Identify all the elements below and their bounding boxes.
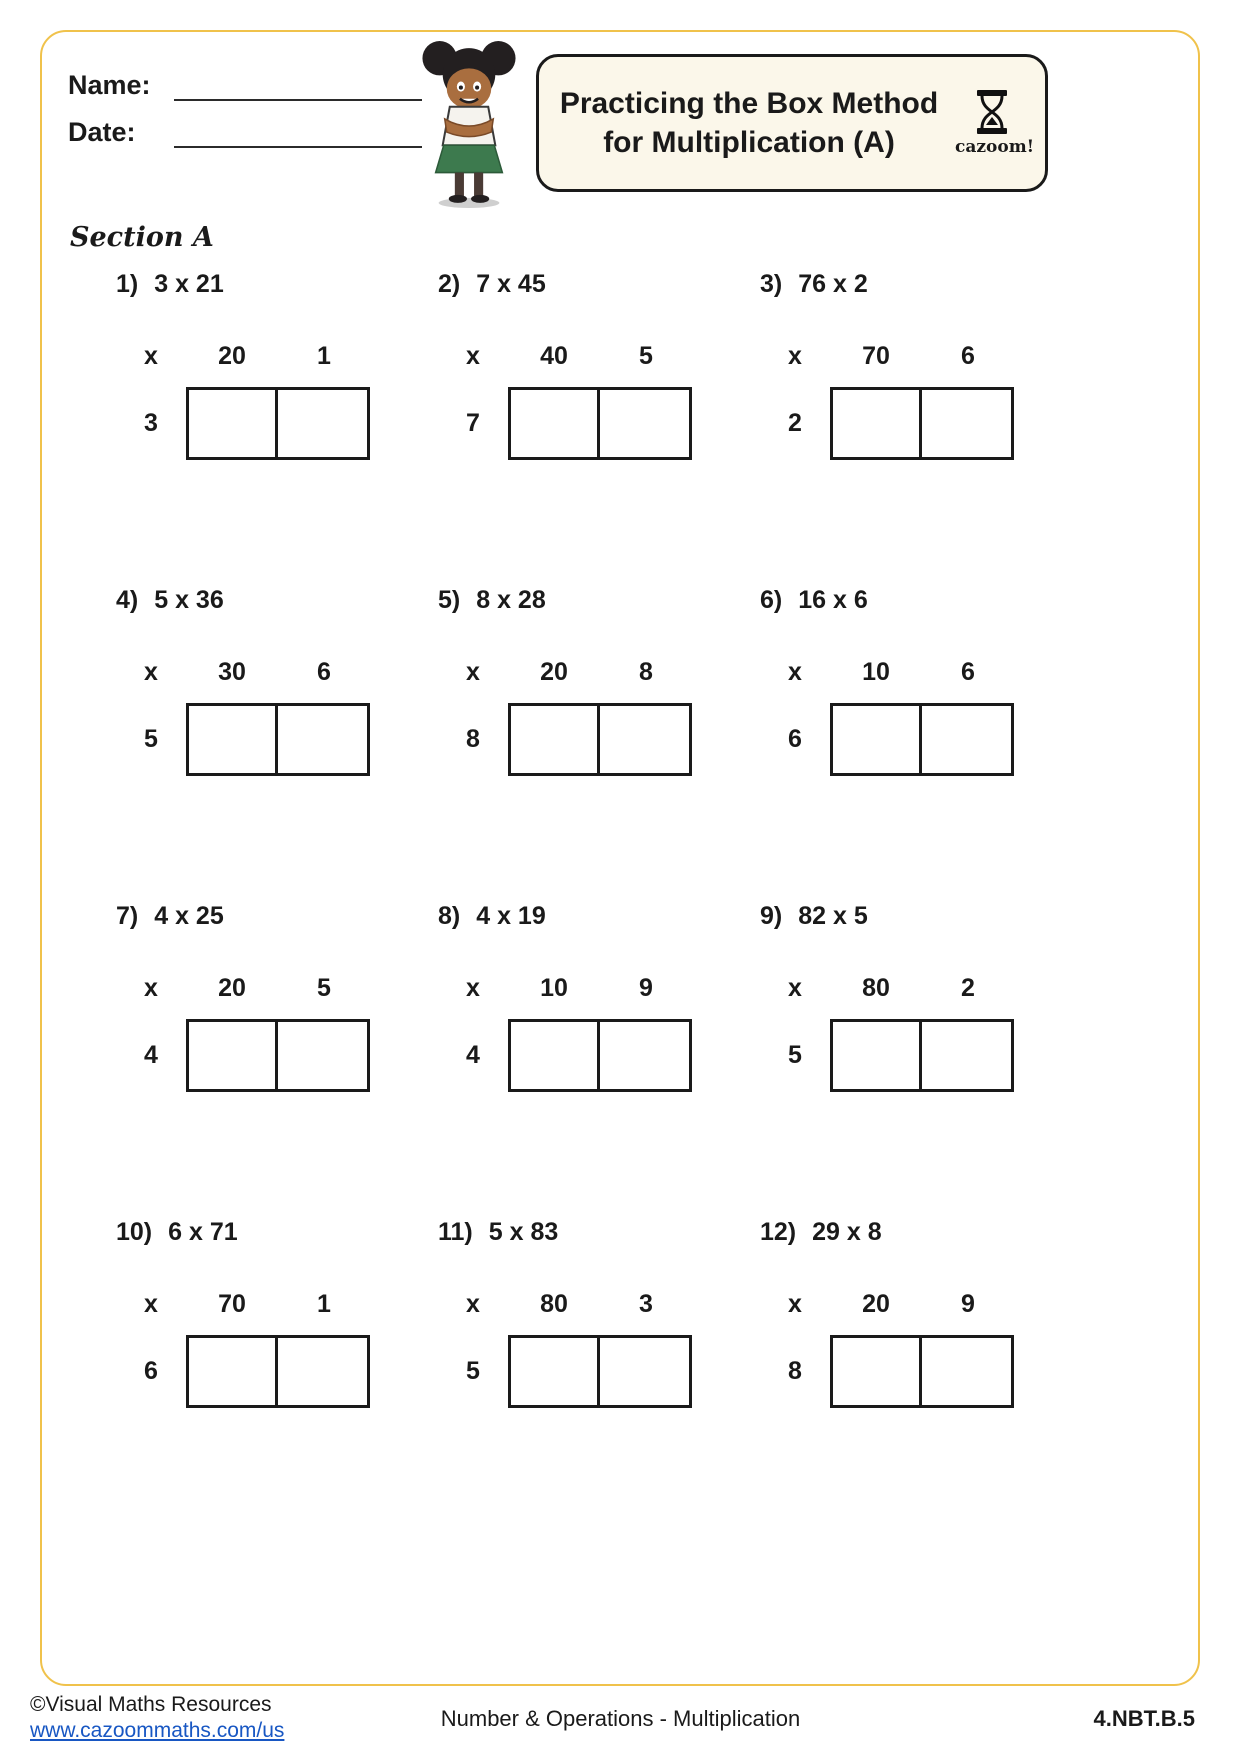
column-header-1: 40: [540, 341, 568, 370]
multiply-symbol: x: [144, 1289, 158, 1318]
column-header-2: 3: [639, 1289, 653, 1318]
column-header-2: 6: [961, 657, 975, 686]
problem-title: [438, 270, 760, 299]
multiply-symbol: x: [466, 1289, 480, 1318]
problem-number: 12): [760, 1218, 797, 1246]
name-date-block: [68, 70, 422, 164]
table-header-row: [438, 325, 760, 387]
table-header-row: [116, 957, 438, 1019]
answer-boxes: [508, 703, 692, 776]
problem-number: 9): [760, 902, 783, 930]
column-header-2: 9: [961, 1289, 975, 1318]
page-border: [40, 30, 1200, 1686]
problem-title: [760, 586, 1082, 615]
problem-title: [760, 1218, 1082, 1247]
table-box-row: [116, 1335, 438, 1408]
row-header: 2: [788, 409, 802, 437]
multiply-symbol: x: [144, 341, 158, 370]
box-method-table: [116, 325, 438, 460]
problem-title: [438, 1218, 760, 1247]
problem-number: 7): [116, 902, 139, 930]
answer-cell-1[interactable]: [833, 1022, 922, 1089]
problem-title: [760, 902, 1082, 931]
answer-boxes: [508, 1335, 692, 1408]
footer-topic-text: Number & Operations - Multiplication: [440, 1706, 801, 1731]
box-method-table: [438, 957, 760, 1092]
table-header-row: [760, 1273, 1082, 1335]
answer-cell-2[interactable]: [278, 390, 367, 457]
problem-block: [760, 1218, 1082, 1418]
hourglass-icon: [972, 89, 1012, 135]
answer-cell-2[interactable]: [600, 706, 689, 773]
date-label: Date:: [68, 117, 136, 147]
answer-cell-1[interactable]: [511, 390, 600, 457]
multiply-symbol: x: [788, 341, 802, 370]
box-method-table: [438, 641, 760, 776]
answer-cell-1[interactable]: [189, 706, 278, 773]
problems-grid: [116, 270, 1082, 1418]
problem-number: 8): [438, 902, 461, 930]
column-header-1: 20: [218, 973, 246, 1002]
problem-question: 5 x 36: [154, 586, 224, 614]
row-header: 7: [466, 409, 480, 437]
answer-boxes: [830, 703, 1014, 776]
problem-title: [438, 586, 760, 615]
cazoom-website-link[interactable]: www.cazoommaths.com/us: [30, 1718, 285, 1742]
table-box-row: [116, 387, 438, 460]
date-input-line[interactable]: [174, 118, 422, 148]
table-box-row: [760, 1019, 1082, 1092]
table-header-row: [438, 957, 760, 1019]
column-header-2: 9: [639, 973, 653, 1002]
table-box-row: [760, 387, 1082, 460]
column-header-2: 1: [317, 1289, 331, 1318]
multiply-symbol: x: [788, 973, 802, 1002]
row-header: 4: [144, 1041, 158, 1069]
answer-cell-2[interactable]: [922, 1338, 1011, 1405]
row-header: 6: [788, 725, 802, 753]
answer-boxes: [508, 387, 692, 460]
table-box-row: [760, 703, 1082, 776]
answer-boxes: [830, 1019, 1014, 1092]
column-header-2: 1: [317, 341, 331, 370]
cazoom-logo-text: cazoom!: [955, 137, 1035, 157]
column-header-1: 20: [218, 341, 246, 370]
box-method-table: [116, 641, 438, 776]
table-box-row: [438, 1019, 760, 1092]
worksheet-title-line2: for Multiplication (A): [603, 126, 895, 159]
box-method-table: [116, 957, 438, 1092]
problem-number: 5): [438, 586, 461, 614]
problem-block: [760, 586, 1082, 786]
table-box-row: [760, 1335, 1082, 1408]
row-header: 5: [788, 1041, 802, 1069]
table-header-row: [116, 641, 438, 703]
box-method-table: [760, 325, 1082, 460]
problem-block: [438, 270, 760, 470]
worksheet-title-line1: Practicing the Box Method: [559, 87, 939, 120]
worksheet-title: [555, 84, 943, 162]
column-header-2: 6: [317, 657, 331, 686]
name-field: [68, 70, 422, 101]
answer-boxes: [186, 703, 370, 776]
answer-cell-2[interactable]: [278, 1022, 367, 1089]
box-method-table: [116, 1273, 438, 1408]
problem-block: [760, 270, 1082, 470]
problem-question: 76 x 2: [798, 270, 868, 298]
problem-question: 5 x 83: [488, 1218, 559, 1246]
date-field: [68, 117, 422, 148]
column-header-1: 80: [540, 1289, 568, 1318]
problem-number: 4): [116, 586, 139, 614]
column-header-1: 80: [862, 973, 890, 1002]
problem-number: 6): [760, 586, 783, 614]
column-header-2: 5: [639, 341, 653, 370]
multiply-symbol: x: [466, 657, 480, 686]
table-header-row: [760, 641, 1082, 703]
answer-cell-1[interactable]: [511, 1338, 600, 1405]
section-title: Section A: [70, 222, 214, 253]
problem-question: 8 x 28: [476, 586, 546, 614]
answer-cell-1[interactable]: [189, 1022, 278, 1089]
answer-cell-1[interactable]: [189, 1338, 278, 1405]
column-header-2: 6: [961, 341, 975, 370]
answer-cell-1[interactable]: [833, 1338, 922, 1405]
cazoom-logo: [955, 89, 1035, 157]
box-method-table: [438, 1273, 760, 1408]
problem-block: [438, 586, 760, 786]
problem-block: [116, 1218, 438, 1418]
answer-cell-1[interactable]: [189, 390, 278, 457]
table-header-row: [438, 1273, 760, 1335]
answer-cell-2[interactable]: [600, 1022, 689, 1089]
table-header-row: [438, 641, 760, 703]
column-header-2: 2: [961, 973, 975, 1002]
problem-question: 4 x 25: [154, 902, 224, 930]
answer-boxes: [830, 1335, 1014, 1408]
answer-cell-1[interactable]: [511, 706, 600, 773]
problem-question: 82 x 5: [798, 902, 868, 930]
answer-cell-2[interactable]: [278, 706, 367, 773]
problem-number: 2): [438, 270, 461, 298]
problem-title: [116, 270, 438, 299]
column-header-1: 20: [540, 657, 568, 686]
table-box-row: [438, 387, 760, 460]
multiply-symbol: x: [466, 973, 480, 1002]
problem-block: [116, 270, 438, 470]
problem-title: [116, 902, 438, 931]
problem-number: 3): [760, 270, 783, 298]
box-method-table: [760, 957, 1082, 1092]
copyright-text: ©Visual Maths Resources: [30, 1692, 272, 1716]
problem-question: 3 x 21: [154, 270, 224, 298]
row-header: 5: [466, 1357, 480, 1385]
answer-cell-2[interactable]: [600, 1338, 689, 1405]
problem-block: [760, 902, 1082, 1102]
row-header: 3: [144, 409, 158, 437]
column-header-1: 70: [862, 341, 890, 370]
answer-boxes: [186, 1335, 370, 1408]
box-method-table: [438, 325, 760, 460]
multiply-symbol: x: [144, 973, 158, 1002]
answer-cell-1[interactable]: [833, 706, 922, 773]
table-header-row: [760, 325, 1082, 387]
row-header: 6: [144, 1357, 158, 1385]
column-header-1: 20: [862, 1289, 890, 1318]
table-header-row: [116, 1273, 438, 1335]
answer-boxes: [830, 387, 1014, 460]
column-header-1: 10: [862, 657, 890, 686]
box-method-table: [760, 641, 1082, 776]
answer-cell-1[interactable]: [511, 1022, 600, 1089]
column-header-1: 70: [218, 1289, 246, 1318]
name-input-line[interactable]: [174, 71, 422, 101]
table-header-row: [760, 957, 1082, 1019]
answer-boxes: [186, 1019, 370, 1092]
column-header-2: 5: [317, 973, 331, 1002]
name-label: Name:: [68, 70, 151, 100]
answer-cell-2[interactable]: [922, 1022, 1011, 1089]
column-header-1: 30: [218, 657, 246, 686]
problem-question: 29 x 8: [812, 1218, 882, 1246]
standard-code: 4.NBT.B.5: [1093, 1706, 1195, 1731]
problem-title: [438, 902, 760, 931]
problem-question: 4 x 19: [476, 902, 546, 930]
row-header: 8: [788, 1357, 802, 1385]
answer-cell-2[interactable]: [600, 390, 689, 457]
problem-title: [760, 270, 1082, 299]
table-box-row: [116, 1019, 438, 1092]
problem-question: 6 x 71: [168, 1218, 238, 1246]
answer-boxes: [186, 387, 370, 460]
problem-question: 16 x 6: [798, 586, 868, 614]
table-box-row: [438, 703, 760, 776]
multiply-symbol: x: [788, 657, 802, 686]
problem-block: [438, 1218, 760, 1418]
problem-block: [116, 586, 438, 786]
column-header-1: 10: [540, 973, 568, 1002]
row-header: 8: [466, 725, 480, 753]
answer-cell-2[interactable]: [922, 390, 1011, 457]
problem-block: [438, 902, 760, 1102]
answer-boxes: [508, 1019, 692, 1092]
problem-question: 7 x 45: [476, 270, 546, 298]
row-header: 4: [466, 1041, 480, 1069]
multiply-symbol: x: [788, 1289, 802, 1318]
answer-cell-2[interactable]: [922, 706, 1011, 773]
multiply-symbol: x: [466, 341, 480, 370]
problem-number: 11): [438, 1218, 473, 1246]
multiply-symbol: x: [144, 657, 158, 686]
answer-cell-1[interactable]: [833, 390, 922, 457]
row-header: 5: [144, 725, 158, 753]
problem-title: [116, 586, 438, 615]
problem-number: 1): [116, 270, 139, 298]
girl-mascot-illustration: [410, 38, 528, 210]
title-box: [536, 54, 1048, 192]
problem-number: 10): [116, 1218, 153, 1246]
table-box-row: [438, 1335, 760, 1408]
problem-block: [116, 902, 438, 1102]
box-method-table: [760, 1273, 1082, 1408]
problem-title: [116, 1218, 438, 1247]
table-header-row: [116, 325, 438, 387]
table-box-row: [116, 703, 438, 776]
answer-cell-2[interactable]: [278, 1338, 367, 1405]
column-header-2: 8: [639, 657, 653, 686]
